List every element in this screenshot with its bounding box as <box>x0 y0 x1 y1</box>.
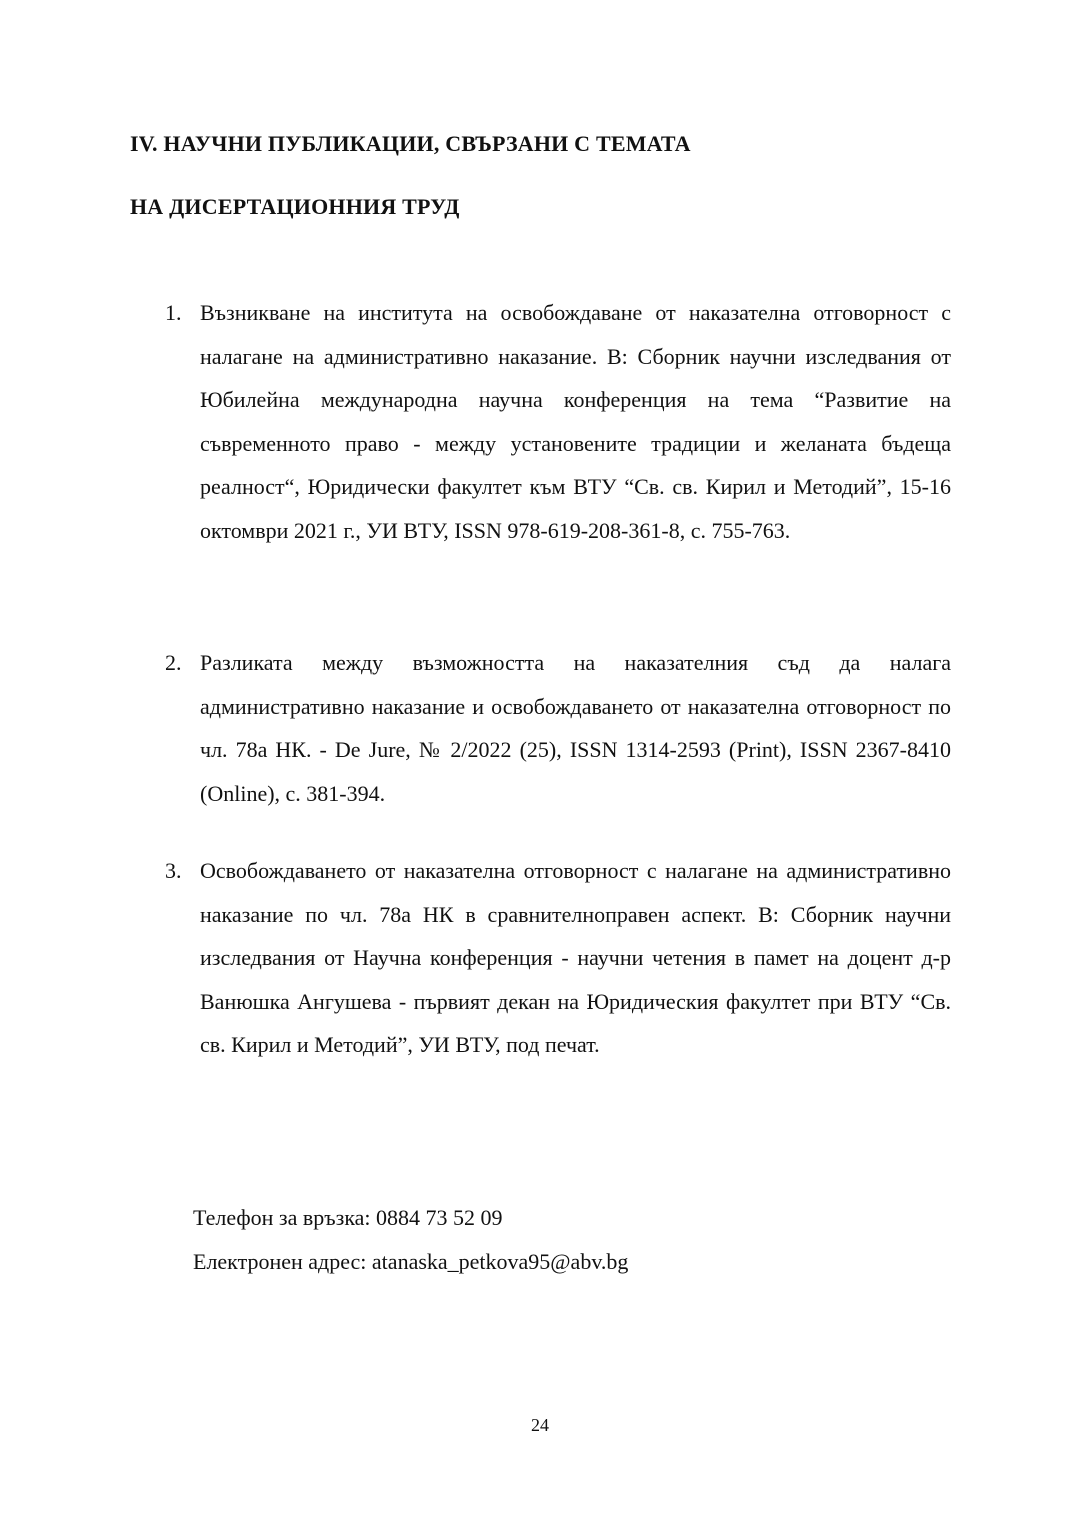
section-heading-line-1: IV. НАУЧНИ ПУБЛИКАЦИИ, СВЪРЗАНИ С ТЕМАТА <box>130 131 691 156</box>
publication-text: Възникване на института на освобождаване от наказателна отговорност с налагане на административно наказание. В: Сборник научни изследвания от Юбилейна международна научна конференция на тема “Развитие на съвременното право - между установените традиции и желаната бъдеща реалност“, Юридически факултет към ВТУ “Св. св. Кирил и Методий”, 15-16 октомври 2021 г., УИ ВТУ, ISSN 978-619-208-361-8, с. 755-763. <box>200 300 951 543</box>
section-heading-line-2: НА ДИСЕРТАЦИОННИЯ ТРУД <box>130 194 460 219</box>
publication-text: Разликата между възможността на наказателния съд да налага административно наказание и освобождаването от наказателна отговорност по чл. 78а НК. - De Jure, № 2/2022 (25), ISSN 1314-2593 (Print), ISSN 2367-8410 (Online), с. 381-394. <box>200 650 951 806</box>
publication-item-1 <box>165 291 951 553</box>
page-number: 24 <box>531 1415 549 1435</box>
publication-item-3 <box>165 849 951 1067</box>
contact-phone: Телефон за връзка: 0884 73 52 09 <box>193 1205 503 1230</box>
publication-number: 3. <box>165 858 182 883</box>
publication-number: 2. <box>165 650 182 675</box>
publication-item-2 <box>165 641 951 815</box>
contact-email: Електронен адрес: atanaska_petkova95@abv.bg <box>193 1249 629 1274</box>
publication-text: Освобождаването от наказателна отговорност с налагане на административно наказание по чл. 78а НК в сравнителноправен аспект. В: Сборник научни изследвания от Научна конференция - научни четения в памет на доцент д-р Ванюшка Ангушева - първият декан на Юридическия факултет при ВТУ “Св. св. Кирил и Методий”, УИ ВТУ, под печат. <box>200 858 951 1058</box>
publication-number: 1. <box>165 300 182 325</box>
